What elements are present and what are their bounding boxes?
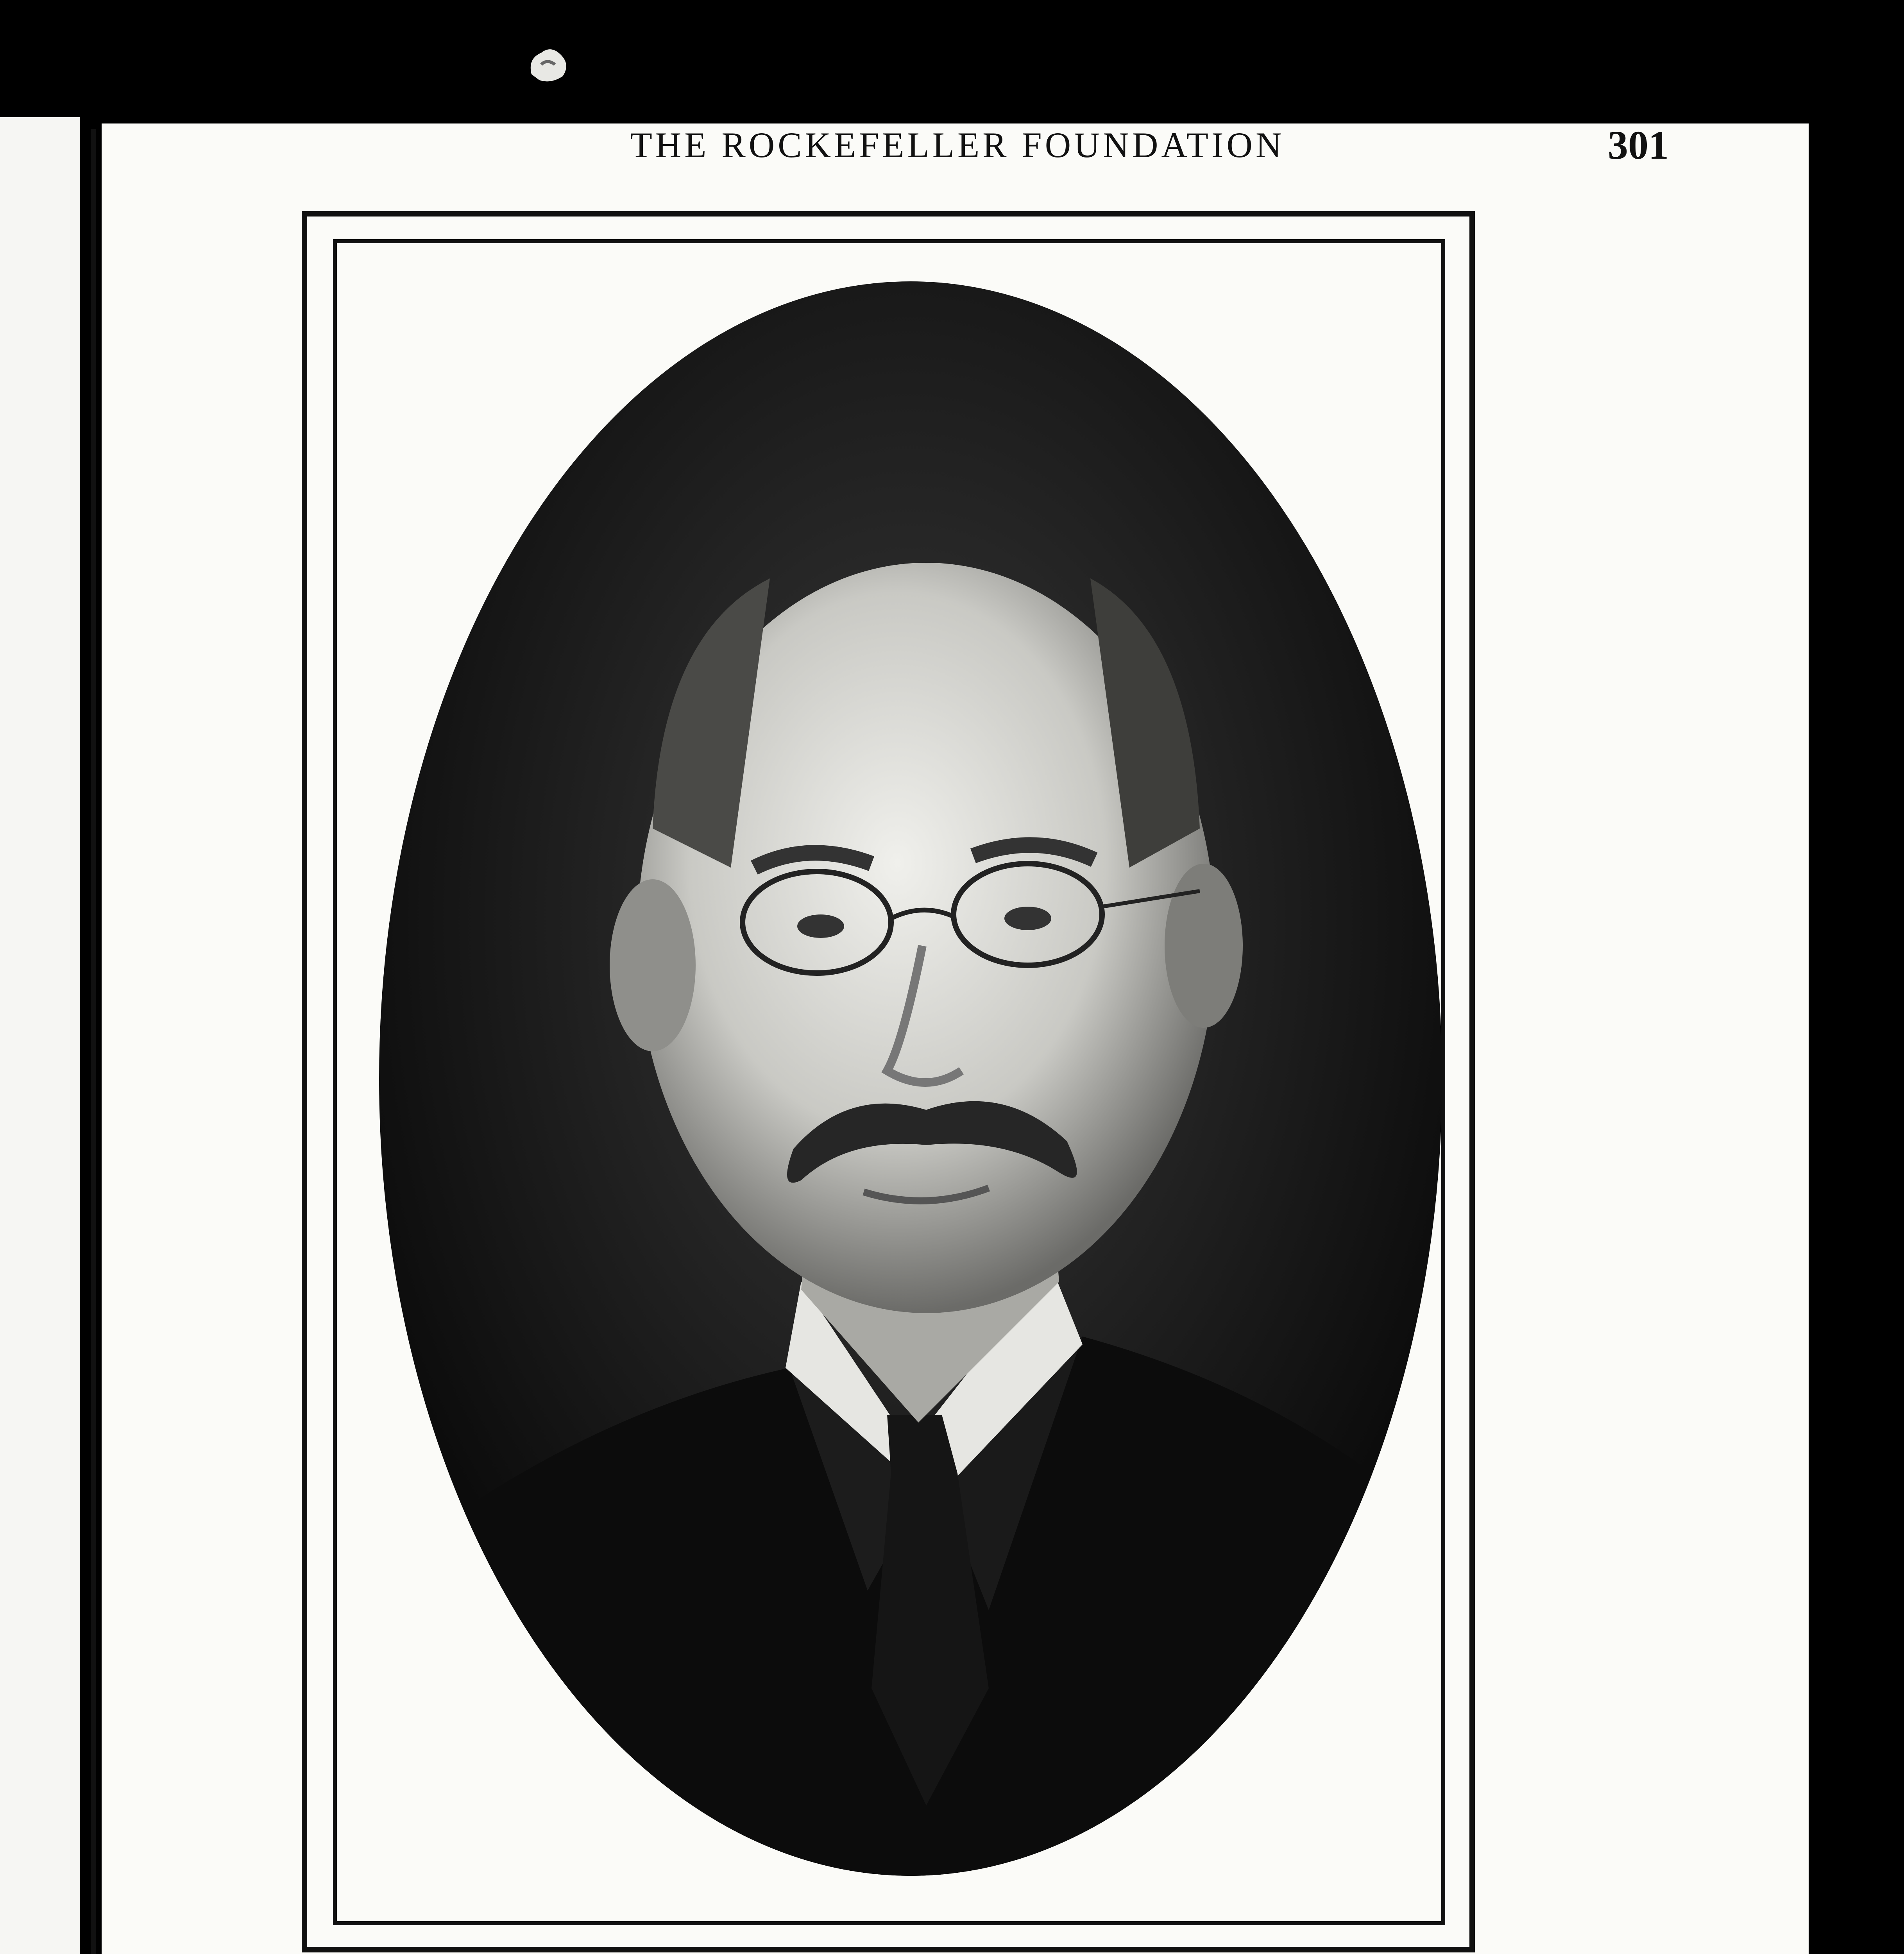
scan-smudge [524, 43, 574, 86]
page-number: 301 [1608, 123, 1669, 168]
running-head: THE ROCKEFELLER FOUNDATION [630, 125, 1285, 165]
facing-page-edge [0, 117, 80, 1954]
portrait-photograph [379, 281, 1442, 1876]
gutter-shadow [91, 129, 96, 1954]
